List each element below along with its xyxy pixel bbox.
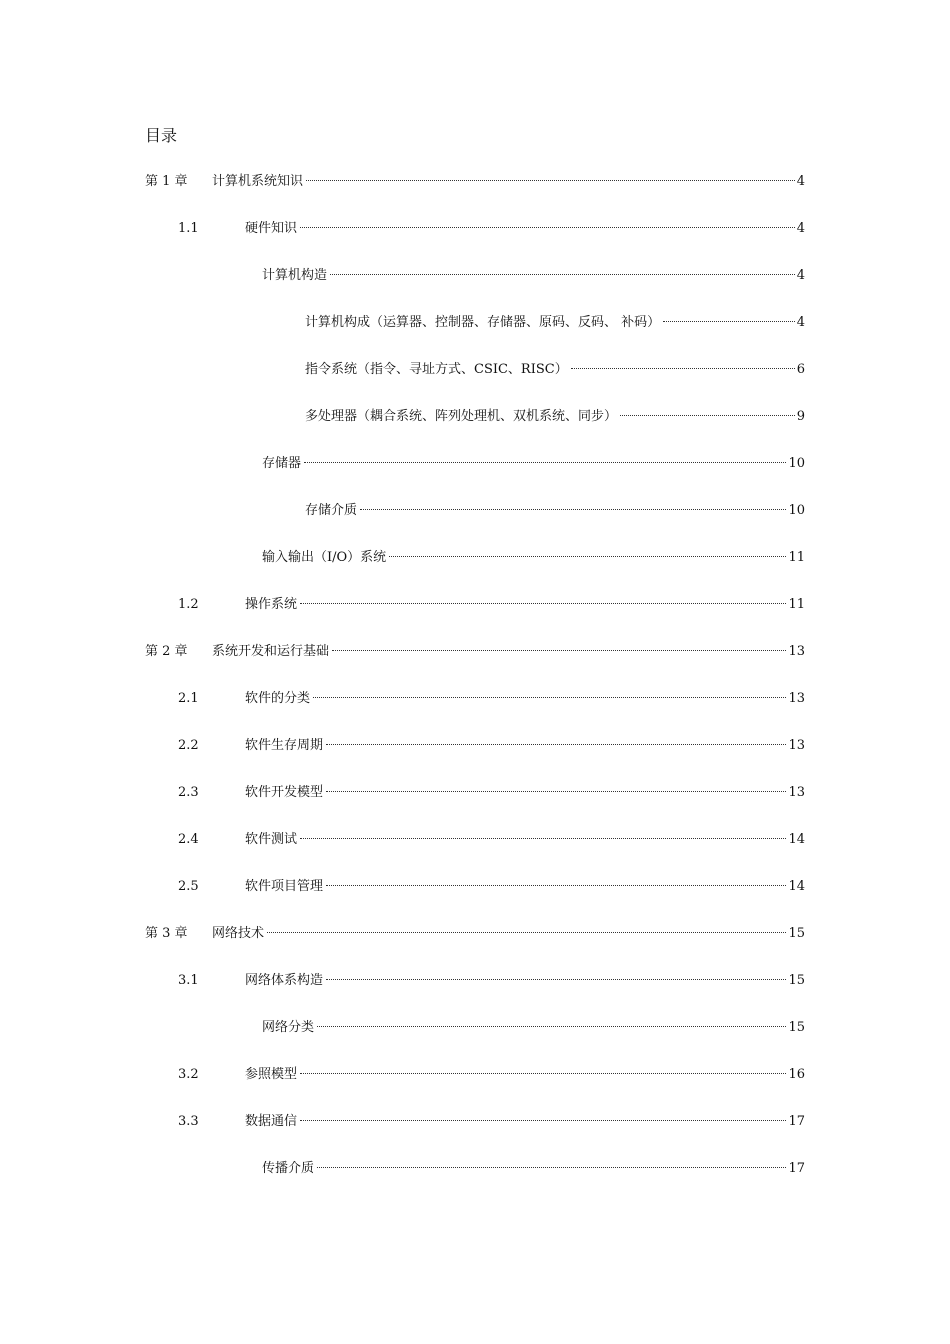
toc-entry-title: 软件开发模型: [245, 785, 324, 800]
toc-entry[interactable]: [0, 969, 950, 993]
toc-entry[interactable]: [0, 1110, 950, 1134]
dot-leader: [326, 744, 786, 745]
toc-entry[interactable]: [0, 922, 950, 946]
toc-entry-number: 第 2 章: [145, 644, 188, 659]
toc-entry[interactable]: [0, 452, 950, 476]
toc-entry-number: 第 1 章: [145, 174, 188, 189]
toc-entry-number: 2.3: [178, 785, 199, 800]
dot-leader: [360, 509, 786, 510]
dot-leader: [317, 1167, 786, 1168]
toc-entry[interactable]: [0, 358, 950, 382]
toc-entry-page: 14: [788, 832, 805, 847]
toc-entry-title: 数据通信: [245, 1114, 298, 1129]
toc-entry-page: 15: [788, 1020, 805, 1035]
toc-entry-title: 硬件知识: [245, 221, 298, 236]
toc-entry-number: 1.1: [178, 221, 199, 236]
toc-entry-title: 软件的分类: [245, 691, 311, 706]
toc-entry-page: 4: [796, 268, 805, 283]
toc-entry-page: 4: [796, 315, 805, 330]
dot-leader: [306, 180, 795, 181]
toc-entry-page: 4: [796, 174, 805, 189]
toc-entry[interactable]: [0, 1063, 950, 1087]
toc-entry[interactable]: [0, 875, 950, 899]
dot-leader: [326, 791, 786, 792]
toc-title: 目录: [145, 126, 178, 145]
toc-entry[interactable]: [0, 217, 950, 241]
toc-entry[interactable]: [0, 1157, 950, 1181]
toc-entry-title: 多处理器（耦合系统、阵列处理机、双机系统、同步）: [305, 409, 618, 424]
dot-leader: [300, 603, 786, 604]
toc-entry-number: 3.2: [178, 1067, 199, 1082]
toc-entry-page: 10: [788, 503, 805, 518]
toc-entry-page: 14: [788, 879, 805, 894]
toc-entry-page: 15: [788, 973, 805, 988]
toc-entry[interactable]: [0, 170, 950, 194]
toc-entry-title: 指令系统（指令、寻址方式、CSIC、RISC）: [305, 362, 568, 377]
toc-entry-page: 16: [788, 1067, 805, 1082]
toc-entry-title: 传播介质: [262, 1161, 315, 1176]
toc-entry-title: 计算机构造: [262, 268, 328, 283]
toc-entry[interactable]: [0, 687, 950, 711]
toc-entry[interactable]: [0, 405, 950, 429]
dot-leader: [313, 697, 786, 698]
dot-leader: [267, 932, 786, 933]
toc-entry-page: 13: [788, 738, 805, 753]
dot-leader: [571, 368, 795, 369]
toc-entry-page: 6: [796, 362, 805, 377]
dot-leader: [389, 556, 786, 557]
toc-entry-page: 11: [788, 550, 805, 565]
dot-leader: [300, 1120, 786, 1121]
toc-entry-title: 网络体系构造: [245, 973, 324, 988]
toc-entry-number: 第 3 章: [145, 926, 188, 941]
toc-entry-page: 13: [788, 644, 805, 659]
toc-entry[interactable]: [0, 593, 950, 617]
dot-leader: [620, 415, 795, 416]
toc-entry-title: 计算机系统知识: [212, 174, 304, 189]
toc-entry-title: 计算机构成（运算器、控制器、存储器、原码、反码、 补码）: [305, 315, 661, 330]
dot-leader: [330, 274, 795, 275]
toc-entry-number: 1.2: [178, 597, 199, 612]
toc-entry[interactable]: [0, 264, 950, 288]
toc-entry-title: 操作系统: [245, 597, 298, 612]
toc-entry[interactable]: [0, 828, 950, 852]
toc-entry-number: 2.1: [178, 691, 199, 706]
toc-entry-title: 软件生存周期: [245, 738, 324, 753]
toc-entry-number: 3.3: [178, 1114, 199, 1129]
toc-entry-title: 存储介质: [305, 503, 358, 518]
dot-leader: [300, 838, 786, 839]
toc-entry-number: 2.2: [178, 738, 199, 753]
toc-entry[interactable]: [0, 499, 950, 523]
dot-leader: [663, 321, 795, 322]
dot-leader: [300, 227, 795, 228]
toc-entry-page: 10: [788, 456, 805, 471]
toc-entry[interactable]: [0, 1016, 950, 1040]
toc-entry-page: 13: [788, 785, 805, 800]
dot-leader: [300, 1073, 786, 1074]
toc-entry-title: 输入输出（I/O）系统: [262, 550, 387, 565]
toc-entry[interactable]: [0, 734, 950, 758]
dot-leader: [326, 885, 786, 886]
toc-entry-title: 系统开发和运行基础: [212, 644, 330, 659]
toc-entry-page: 15: [788, 926, 805, 941]
toc-entry[interactable]: [0, 546, 950, 570]
toc-entry-number: 3.1: [178, 973, 199, 988]
toc-entry-title: 存储器: [262, 456, 302, 471]
dot-leader: [304, 462, 786, 463]
toc-entry-page: 9: [796, 409, 805, 424]
toc-entry-page: 4: [796, 221, 805, 236]
toc-entry-page: 17: [788, 1114, 805, 1129]
toc-entry[interactable]: [0, 781, 950, 805]
dot-leader: [326, 979, 786, 980]
toc-entry-title: 参照模型: [245, 1067, 298, 1082]
toc-entry-page: 17: [788, 1161, 805, 1176]
toc-entry-title: 网络分类: [262, 1020, 315, 1035]
dot-leader: [332, 650, 786, 651]
toc-entry-number: 2.5: [178, 879, 199, 894]
toc-entry-title: 软件测试: [245, 832, 298, 847]
toc-entry-title: 软件项目管理: [245, 879, 324, 894]
toc-entry-title: 网络技术: [212, 926, 265, 941]
toc-entry-number: 2.4: [178, 832, 199, 847]
toc-entry[interactable]: [0, 311, 950, 335]
dot-leader: [317, 1026, 786, 1027]
toc-entry-page: 13: [788, 691, 805, 706]
toc-entry[interactable]: [0, 640, 950, 664]
toc-entry-page: 11: [788, 597, 805, 612]
